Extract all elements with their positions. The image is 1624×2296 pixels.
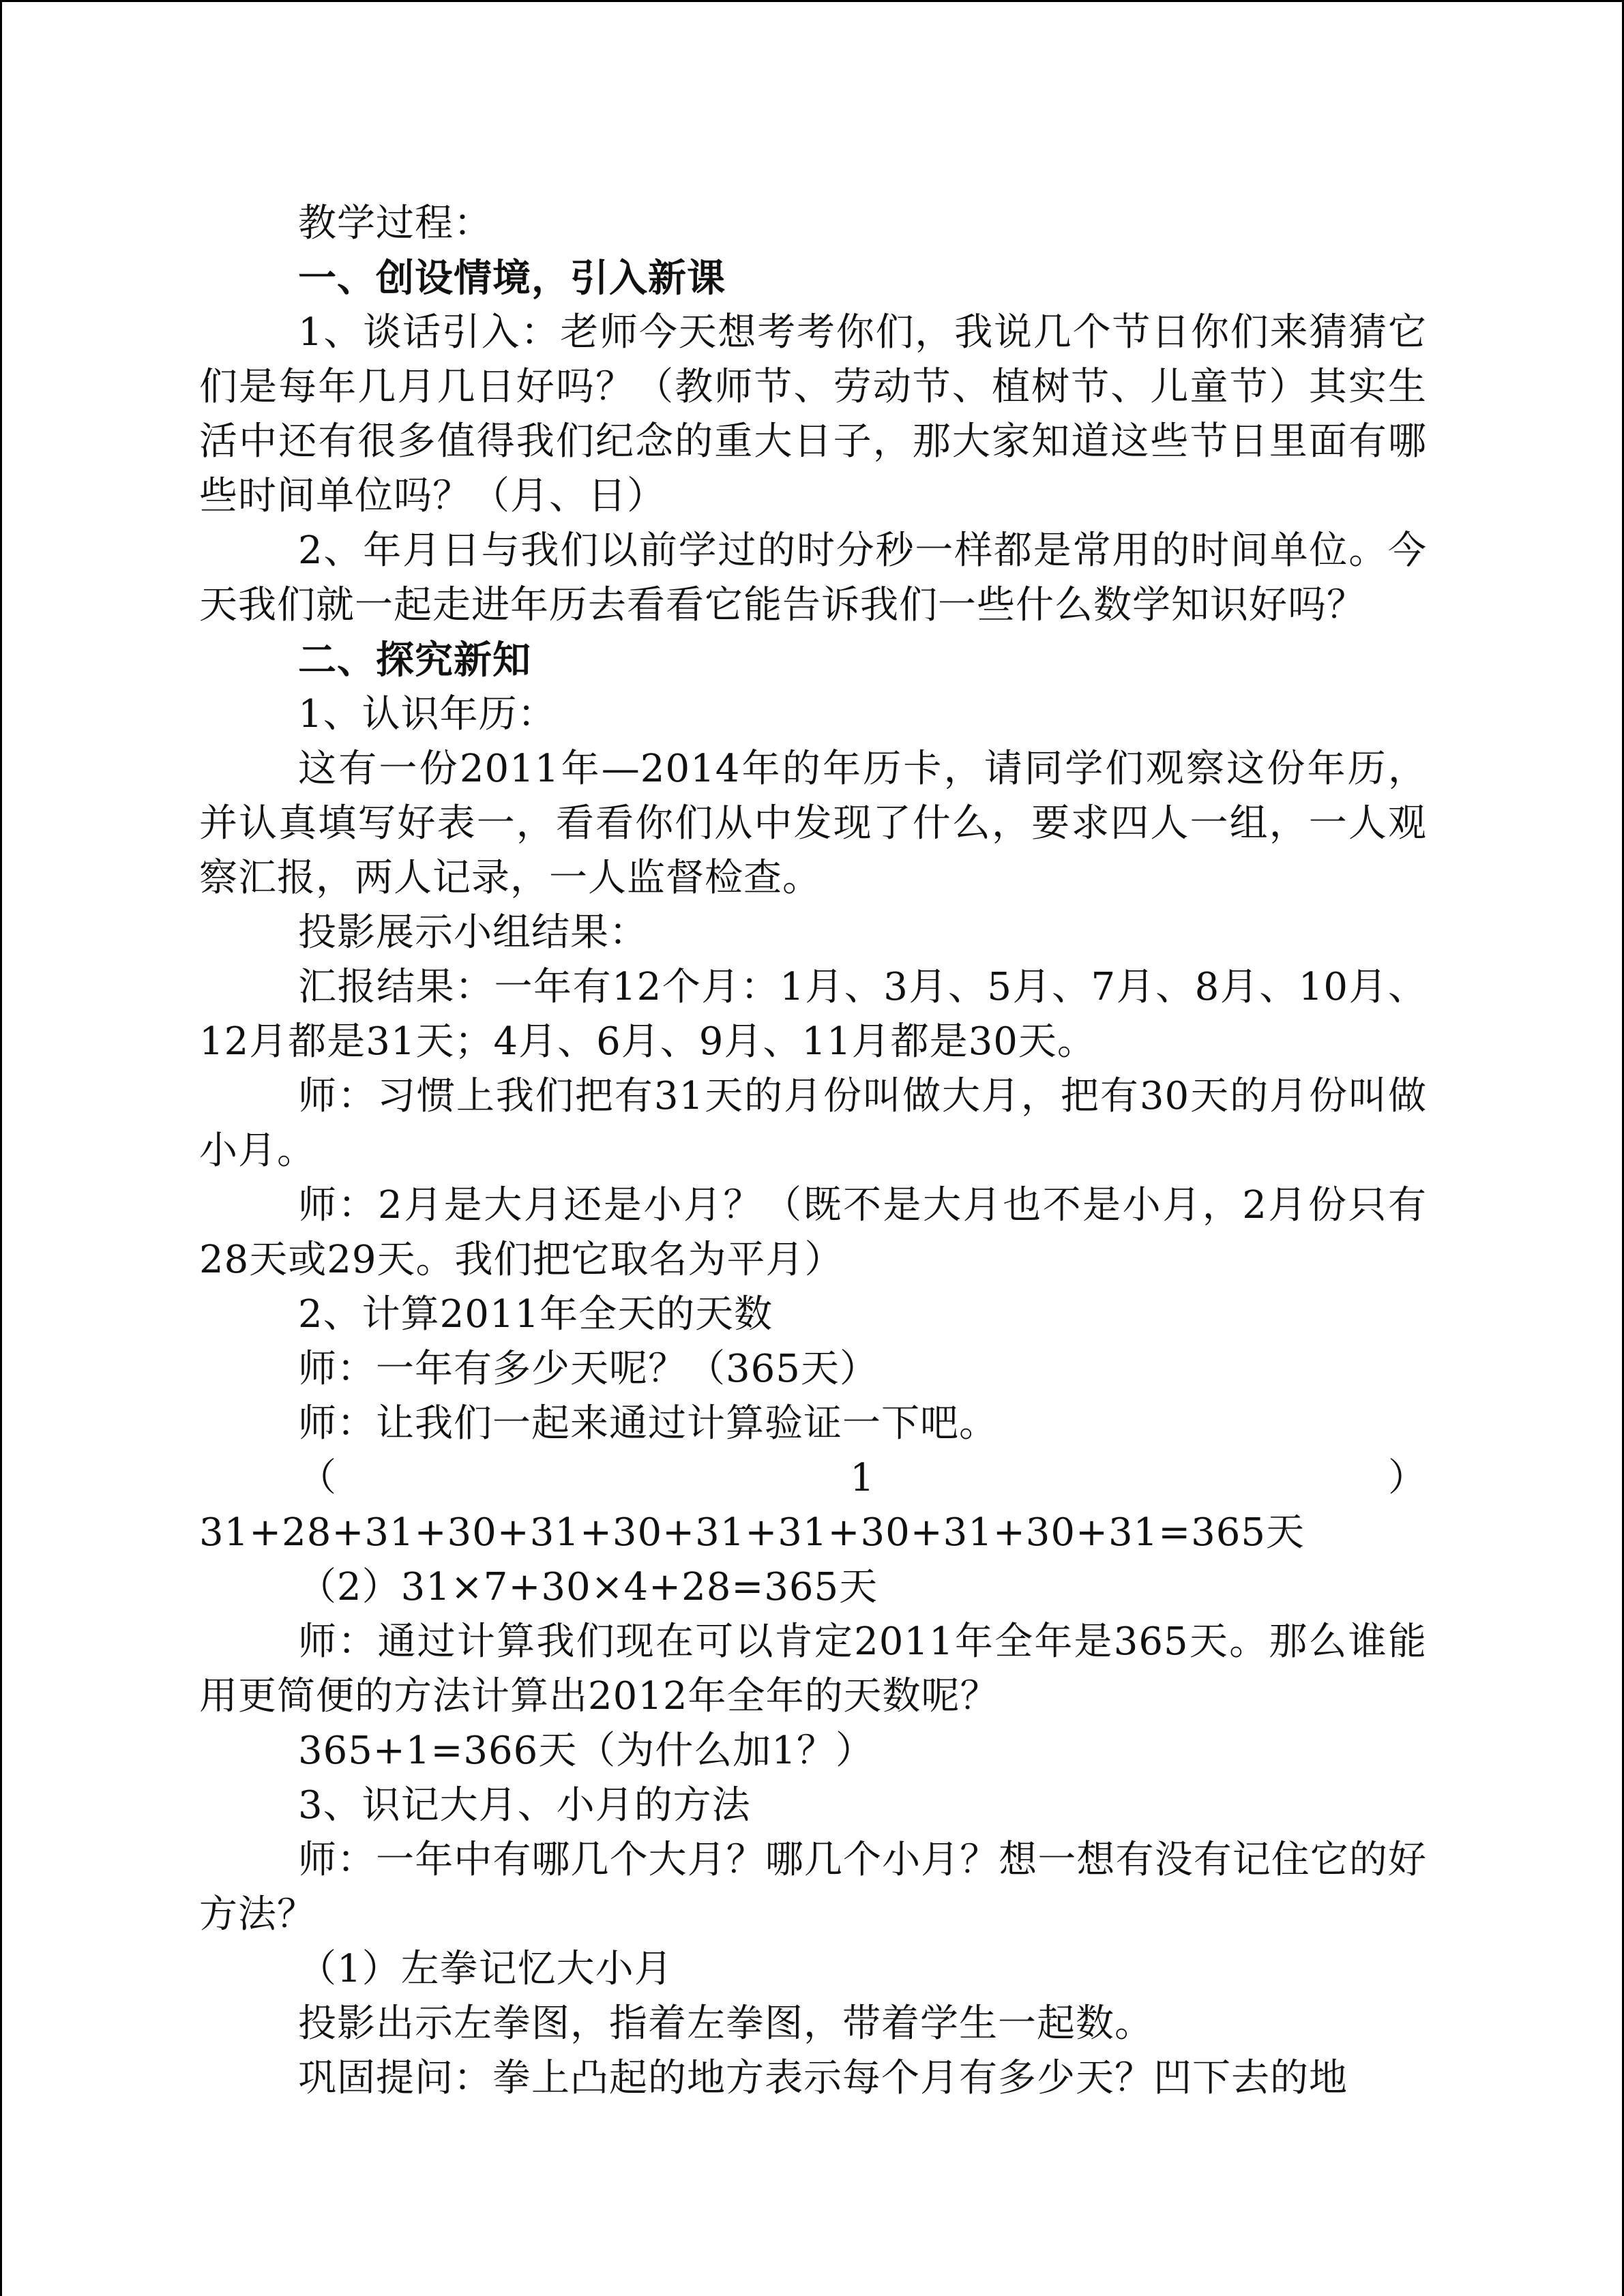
paragraph: 投影展示小组结果： (298, 910, 648, 955)
paragraph: 巩固提问：拳上凸起的地方表示每个月有多少天？凹下去的地 (298, 2056, 1348, 2100)
paragraph: 3、识记大月、小月的方法 (298, 1783, 751, 1828)
paragraph: 师：让我们一起来通过计算验证一下吧。 (298, 1401, 998, 1446)
paragraph: 2、计算2011年全天的天数 (298, 1292, 773, 1337)
paragraph: 师：一年有多少天呢？（365天） (298, 1347, 879, 1391)
paragraph: 这有一份2011年—2014年的年历卡，请同学们观察这份年历，并认真填写好表一，看看你们从中发现了什么，要求四人一组，一人观察汇报，两人记录，一人监督检查。 (199, 747, 1427, 900)
paragraph: 2、年月日与我们以前学过的时分秒一样都是常用的时间单位。今天我们就一起走进年历去看看它能告诉我们一些什么数学知识好吗？ (199, 528, 1427, 627)
paragraph: 师：一年中有哪几个大月？哪几个小月？想一想有没有记住它的好方法？ (199, 1838, 1427, 1937)
paragraph: （1）31+28+31+30+31+30+31+31+30+31+30+31=365天 (199, 1456, 1427, 1555)
paragraph: 365+1=366天（为什么加1？） (298, 1729, 874, 1773)
paragraph: 汇报结果：一年有12个月：1月、3月、5月、7月、8月、10月、12月都是31天；4月、6月、9月、11月都是30天。 (199, 965, 1427, 1064)
paragraph: 1、谈话引入：老师今天想考考你们，我说几个节日你们来猜猜它们是每年几月几日好吗？（教师节、劳动节、植树节、儿童节）其实生活中还有很多值得我们纪念的重大日子，那大家知道这些节日里面有哪些时间单位吗？（月、日） (199, 310, 1427, 518)
paragraph: 师：2月是大月还是小月？（既不是大月也不是小月，2月份只有28天或29天。我们把它取名为平月） (199, 1183, 1427, 1282)
paragraph: 师：通过计算我们现在可以肯定2011年全年是365天。那么谁能用更简便的方法计算出2012年全年的天数呢？ (199, 1620, 1427, 1718)
paragraph: （2）31×7+30×4+28=365天 (298, 1565, 879, 1609)
paragraph: 投影出示左拳图，指着左拳图，带着学生一起数。 (298, 2001, 1153, 2046)
paragraph: 师：习惯上我们把有31天的月份叫做大月，把有30天的月份叫做小月。 (199, 1074, 1427, 1173)
paragraph: （1）左拳记忆大小月 (298, 1947, 673, 1991)
paragraph: 1、认识年历： (298, 692, 557, 736)
paragraph: 教学过程： (298, 201, 492, 245)
section-heading: 一、创设情境，引入新课 (298, 256, 726, 301)
document-body (199, 196, 1427, 2106)
section-heading: 二、探究新知 (298, 638, 531, 683)
